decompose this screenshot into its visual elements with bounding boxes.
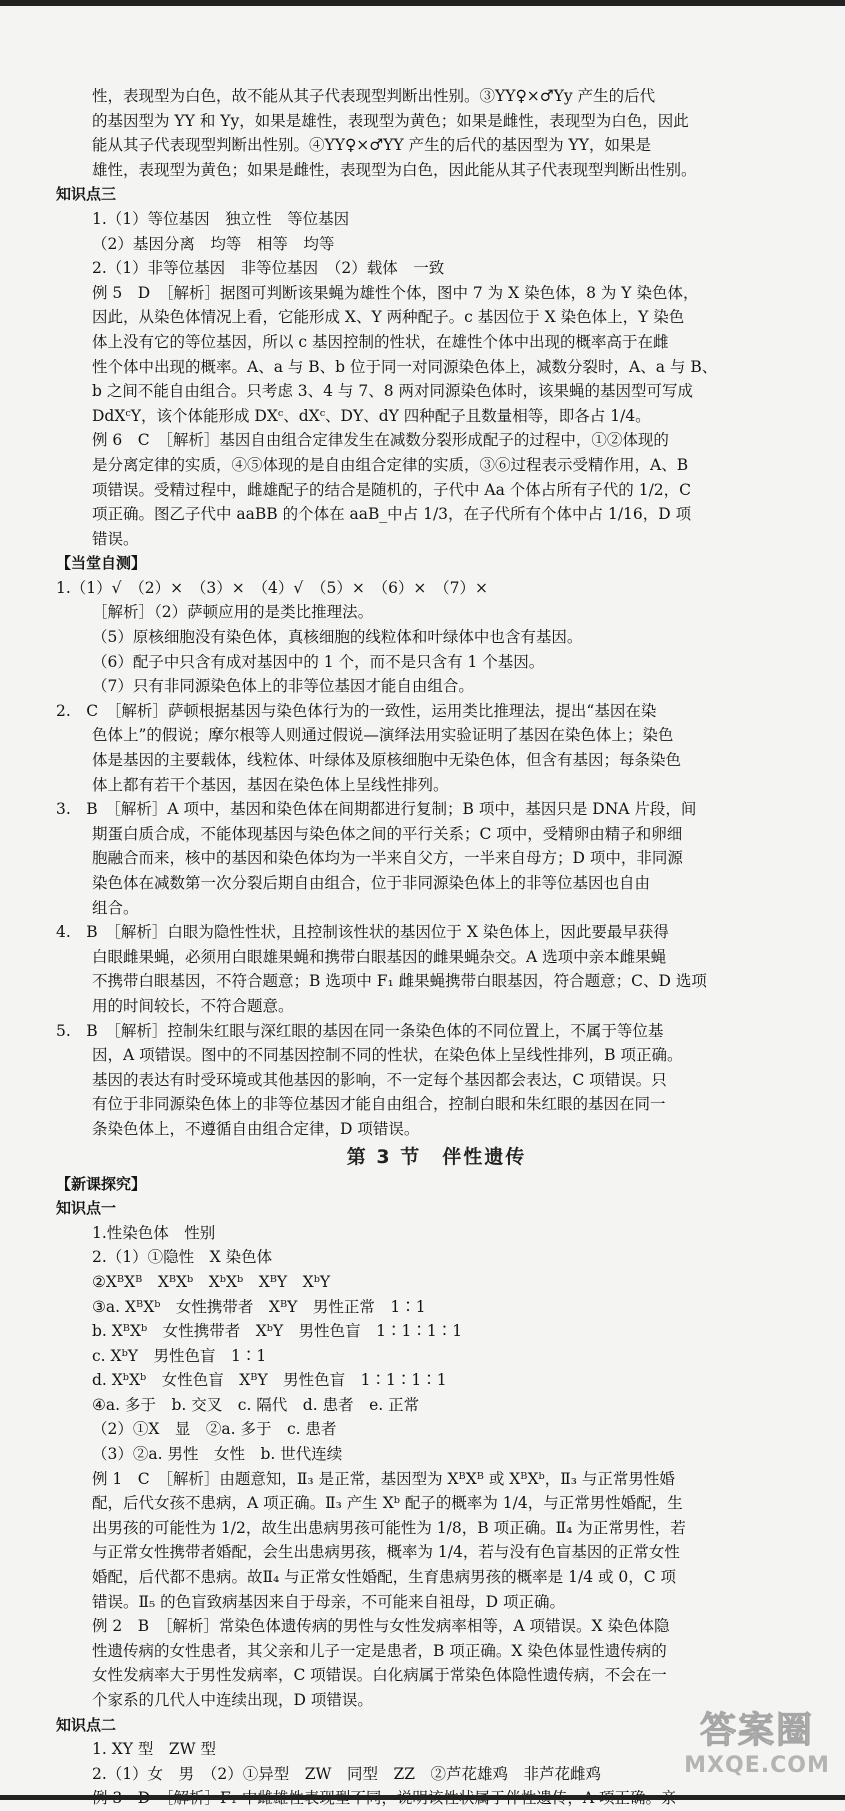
text-line: 不携带白眼基因，不符合题意；B 选项中 F₁ 雌果蝇携带白眼基因，符合题意；C、D 选项 [92, 972, 707, 991]
section-heading: 【当堂自测】 [56, 554, 147, 573]
text-line: 婚配，后代都不患病。故Ⅱ₄ 与正常女性婚配，生育患病男孩的概率是 1/4 或 0，C 项 [92, 1568, 677, 1587]
text-line: 性，表现型为白色，故不能从其子代表现型判断出性别。③YY♀×♂Yy 产生的后代 [92, 87, 656, 105]
text-line: 白眼雌果蝇，必须用白眼雄果蝇和携带白眼基因的雌果蝇杂交。A 选项中亲本雌果蝇 [92, 947, 667, 966]
text-line: 胞融合而来，核中的基因和染色体均为一半来自父方，一半来自母方；D 项中，非同源 [92, 849, 683, 868]
section-title: 第 3 节 伴性遗传 [346, 1145, 527, 1168]
question-line: 5. B ［解析］控制朱红眼与深红眼的基因在同一条染色体的不同位置上，不属于等位基 [56, 1021, 664, 1040]
text-line: 染色体在减数第一次分裂后期自由组合，位于非同源染色体上的非等位基因也自由 [92, 874, 651, 892]
text-line: ②XᴮXᴮ XᴮXᵇ XᵇXᵇ XᴮY XᵇY [92, 1272, 331, 1291]
text-line: ［解析］（2）萨顿应用的是类比推理法。 [92, 603, 374, 622]
text-line: 期蛋白质合成，不能体现基因与染色体之间的平行关系；C 项中，受精卵由精子和卵细 [92, 824, 683, 843]
text-line: 1.（1）等位基因 独立性 等位基因 [92, 209, 350, 228]
text-line: （2）①X 显 ②a. 多于 c. 患者 [92, 1420, 337, 1439]
text-line: 配，后代女孩不患病，A 项正确。Ⅱ₃ 产生 Xᵇ 配子的概率为 1/4，与正常男性婚配，生 [92, 1494, 683, 1513]
text-line: 因，A 项错误。图中的不同基因控制不同的性状，在染色体上呈线性排列，B 项正确。 [92, 1046, 683, 1065]
question-line: 2. C ［解析］萨顿根据基因与染色体行为的一致性，运用类比推理法，提出“基因在染 [56, 701, 657, 720]
example-line: 例 6 C ［解析］基因自由组合定律发生在减数分裂形成配子的过程中，①②体现的 [92, 431, 669, 450]
text-line: （6）配子中只含有成对基因中的 1 个，而不是只含有 1 个基因。 [92, 652, 545, 671]
text-line: 的基因型为 YY 和 Yy，如果是雄性，表现型为黄色；如果是雌性，表现型为白色，因此 [92, 111, 689, 130]
text-line: d. XᵇXᵇ 女性色盲 XᴮY 男性色盲 1∶1∶1∶1 [92, 1371, 447, 1390]
text-line: b 之间不能自由组合。只考虑 3、4 与 7、8 两对同源染色体时，该果蝇的基因型可写成 [92, 382, 694, 401]
text-line: 2.（1）女 男 （2）①异型 ZW 同型 ZZ ②芦花雄鸡 非芦花雌鸡 [92, 1764, 602, 1783]
text-line: 体是基因的主要载体，线粒体、叶绿体及原核细胞中无染色体，但含有基因；每条染色 [92, 751, 682, 770]
watermark-logo-text: 答案圈 [699, 1710, 814, 1751]
text-line: 雄性，表现型为黄色；如果是雌性，表现型为白色，因此能从其子代表现型判断出性别。 [92, 160, 697, 179]
text-line: 女性发病率大于男性发病率，C 项错误。白化病属于常染色体隐性遗传病，不会在一 [92, 1666, 667, 1685]
section-heading: 知识点一 [56, 1199, 117, 1218]
section-heading: 知识点二 [56, 1715, 117, 1734]
example-line: 例 1 C ［解析］由题意知，Ⅱ₃ 是正常，基因型为 XᴮXᴮ 或 XᴮXᵇ，Ⅱ₃ 与正常男性婚 [92, 1469, 675, 1488]
text-line: 因此，从染色体情况上看，它能形成 X、Y 两种配子。c 基因位于 X 染色体上，Y 染色 [92, 308, 685, 327]
text-line: 2.（1）①隐性 X 染色体 [92, 1248, 273, 1267]
text-line: （7）只有非同源染色体上的非等位基因才能自由组合。 [92, 677, 474, 696]
section-heading: 知识点三 [56, 185, 117, 204]
text-line: 错误。Ⅱ₅ 的色盲致病基因来自于母亲，不可能来自祖母，D 项正确。 [92, 1592, 566, 1611]
text-line: 1. XY 型 ZW 型 [92, 1740, 217, 1759]
text-line: （5）原核细胞没有染色体，真核细胞的线粒体和叶绿体中也含有基因。 [92, 628, 583, 647]
text-line: c. XᵇY 男性色盲 1∶1 [92, 1346, 267, 1365]
text-line: DdXᶜY，该个体能形成 DXᶜ、dXᶜ、DY、dY 四种配子且数量相等，即各占 1/4。 [92, 406, 651, 425]
text-line: 性个体中出现的概率。A、a 与 B、b 位于同一对同源染色体上，减数分裂时，A、a 与 B、 [92, 357, 718, 376]
text-line: ④a. 多于 b. 交叉 c. 隔代 d. 患者 e. 正常 [92, 1395, 420, 1414]
section-heading: 【新课探究】 [56, 1174, 147, 1193]
text-line: （2）基因分离 均等 相等 均等 [92, 234, 335, 253]
example-line: 例 2 B ［解析］常染色体遗传病的男性与女性发病率相等，A 项错误。X 染色体隐 [92, 1617, 670, 1636]
question-line: 4. B ［解析］白眼为隐性性状，且控制该性状的基因位于 X 染色体上，因此要最早获得 [56, 923, 669, 942]
text-line: 基因的表达有时受环境或其他基因的影响，不一定每个基因都会表达，C 项错误。只 [92, 1070, 667, 1089]
text-line: 出男孩的可能性为 1/2，故生出患病男孩可能性为 1/8，B 项正确。Ⅱ₄ 为正常男性，若 [92, 1518, 686, 1537]
text-line: 个家系的几代人中连续出现，D 项错误。 [92, 1691, 373, 1709]
text-line: 是分离定律的实质，④⑤体现的是自由组合定律的实质，③⑥过程表示受精作用，A、B [92, 455, 689, 474]
top-scan-edge [0, 0, 845, 6]
question-line: 1.（1）√ （2）× （3）× （4）√ （5）× （6）× （7）× [56, 578, 489, 597]
text-line: 体上没有它的等位基因，所以 c 基因控制的性状，在雄性个体中出现的概率高于在雌 [92, 332, 669, 351]
answer-page [56, 84, 817, 1811]
text-line: 项正确。图乙子代中 aaBB 的个体在 aaB_中占 1/3，在子代所有个体中占 1/16，D 项 [92, 505, 692, 524]
text-line: 与正常女性携带者婚配，会生出患病男孩，概率为 1/4，若与没有色盲基因的正常女性 [92, 1543, 680, 1562]
text-line: 2.（1）非等位基因 非等位基因 （2）载体 一致 [92, 259, 445, 278]
text-line: 1.性染色体 性别 [92, 1223, 216, 1242]
text-line: 错误。 [92, 529, 139, 548]
text-line: （3）②a. 男性 女性 b. 世代连续 [92, 1445, 343, 1464]
example-line: 例 5 D ［解析］据图可判断该果蝇为雄性个体，图中 7 为 X 染色体，8 为 Y 染色体， [92, 283, 699, 302]
text-line: 能从其子代表现型判断出性别。④YY♀×♂YY 产生的后代的基因型为 YY，如果是 [92, 136, 651, 155]
text-line: 项错误。受精过程中，雌雄配子的结合是随机的，子代中 Aa 个体占所有子代的 1/2，C [92, 480, 692, 499]
text-line: 体上都有若干个基因，基因在染色体上呈线性排列。 [92, 775, 449, 794]
watermark-url: MXQE.COM [684, 1753, 830, 1778]
text-line: ③a. XᴮXᵇ 女性携带者 XᴮY 男性正常 1∶1 [92, 1297, 426, 1316]
text-line: 用的时间较长，不符合题意。 [92, 996, 294, 1015]
text-line: 有位于非同源染色体上的非等位基因才能自由组合，控制白眼和朱红眼的基因在同一 [92, 1095, 666, 1114]
text-line: 性遗传病的女性患者，其父亲和儿子一定是患者，B 项正确。X 染色体显性遗传病的 [92, 1641, 667, 1660]
watermark-logo [684, 1694, 830, 1786]
text-line: 色体上”的假说；摩尔根等人则通过假说—演绎法用实验证明了基因在染色体上；染色 [92, 726, 674, 745]
bottom-scan-edge [0, 1795, 845, 1800]
text-line: 条染色体上，不遵循自由组合定律，D 项错误。 [92, 1119, 420, 1138]
text-line: b. XᴮXᵇ 女性携带者 XᵇY 男性色盲 1∶1∶1∶1 [92, 1322, 463, 1341]
question-line: 3. B ［解析］A 项中，基因和染色体在间期都进行复制；B 项中，基因只是 DNA 片段，间 [56, 800, 697, 819]
text-line: 组合。 [92, 898, 139, 917]
